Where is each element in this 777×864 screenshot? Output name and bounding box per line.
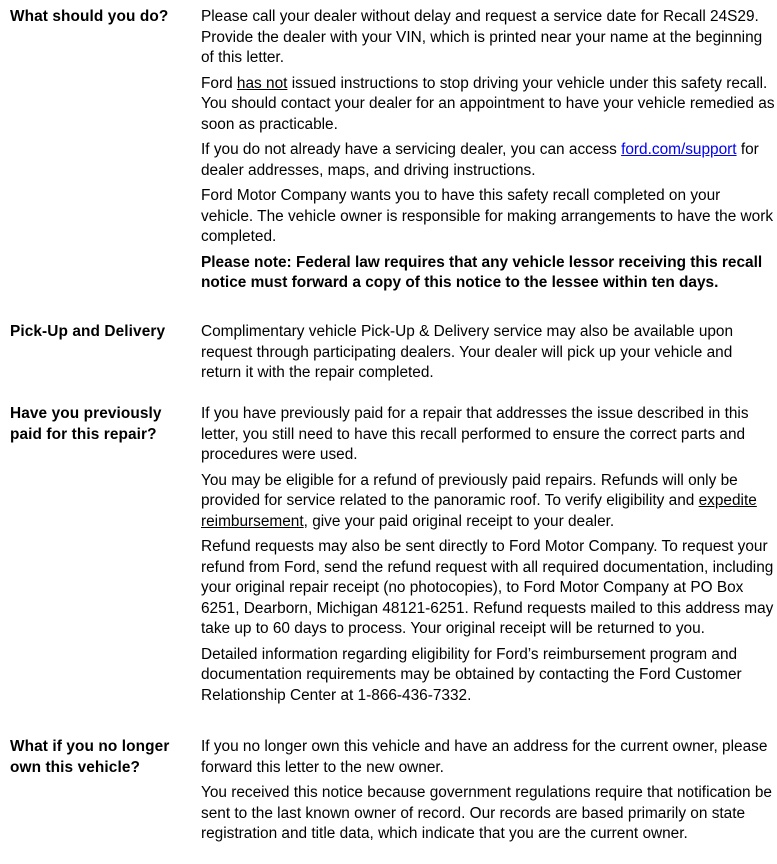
paragraph	[201, 74, 775, 136]
paragraph-text: You may be eligible for a refund of previously paid repairs. Refunds will only be provided for service related to the panoramic roof. To verify eligibility and	[201, 471, 738, 509]
paragraph: Ford Motor Company wants you to have this safety recall completed on your vehicle. The vehicle owner is responsible for making arrangements to have the work completed.	[201, 187, 774, 245]
section-heading: What should you do?	[10, 8, 169, 25]
section-heading: Pick-Up and Delivery	[10, 323, 166, 340]
section-heading: Have you previously paid for this repair?	[10, 405, 162, 443]
ford-support-link[interactable]: ford.com/support	[621, 141, 737, 158]
section-heading: What if you no longer own this vehicle?	[10, 738, 170, 776]
section-body	[201, 404, 775, 711]
paragraph: Please call your dealer without delay and request a service date for Recall 24S29. Provide the dealer with your VIN, which is printed near your name at the beginning of this letter.	[201, 8, 763, 66]
section-body	[201, 737, 775, 850]
paragraph: If you no longer own this vehicle and have an address for the current owner, please forward this letter to the new owner.	[201, 738, 768, 776]
paragraph-text: issued instructions to stop driving your vehicle under this safety recall. You should contact your dealer for an appointment to have your vehicle remedied as soon as practicable.	[201, 74, 775, 133]
paragraph-text: , give your paid original receipt to your dealer.	[303, 512, 615, 530]
section-body	[201, 7, 775, 299]
paragraph: If you have previously paid for a repair that addresses the issue described in this letter, you still need to have this recall performed to ensure the correct parts and procedures were used.	[201, 405, 749, 463]
paragraph-text: If you do not already have a servicing dealer, you can access	[201, 141, 622, 158]
underlined-text: has not	[236, 74, 288, 92]
section-body	[201, 322, 775, 389]
paragraph: You received this notice because government regulations require that notification be sent to the last known owner of record. Our records are based primarily on state registration and title data, which indicate that you are the current owner.	[201, 784, 772, 842]
paragraph: Refund requests may also be sent directly to Ford Motor Company. To request your refund from Ford, send the refund request with all required documentation, including your original repair receipt (no photocopies), to Ford Motor Company at PO Box 6251, Dearborn, Michigan 48121-6251. Refund requests mailed to this address may take up to 60 days to process. Your original receipt will be returned to you.	[201, 538, 774, 637]
paragraph: Complimentary vehicle Pick-Up & Delivery service may also be available upon request through participating dealers. Your dealer will pick up your vehicle and return it with the repair completed.	[201, 323, 734, 381]
paragraph-text: for dealer addresses, maps, and driving instructions.	[201, 141, 759, 179]
federal-law-note: Please note: Federal law requires that any vehicle lessor receiving this recall notice must forward a copy of this notice to the lessee within ten days.	[201, 253, 763, 291]
underlined-text: expedite reimbursement	[201, 492, 757, 530]
paragraph-text: Ford	[201, 74, 237, 92]
paragraph	[201, 140, 775, 181]
paragraph	[201, 471, 775, 533]
paragraph: Detailed information regarding eligibility for Ford’s reimbursement program and documentation requirements may be obtained by contacting the Ford Customer Relationship Center at 1-866-436-7332.	[201, 645, 742, 704]
